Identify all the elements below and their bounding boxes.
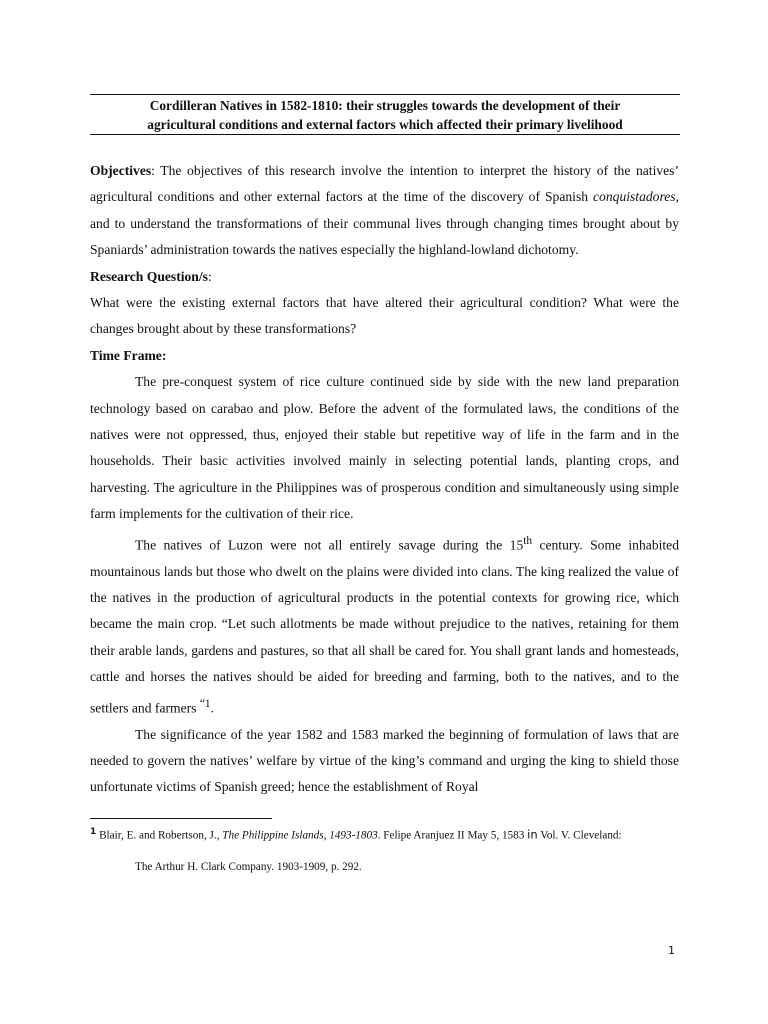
research-question-text: What were the existing external factors that have altered their agricultural condition? What were the changes brought about by these transformations? [90, 295, 679, 337]
title-line-1: Cordilleran Natives in 1582-1810: their struggles towards the development of their [149, 98, 621, 113]
footnote-text-a: Blair, E. and Robertson, J., [96, 829, 223, 842]
objectives-text-b: , and to understand the transformations of their communal lives through changing times brought about by Spaniards’ administration towards the natives especially the highland-lowland dichotomy. [90, 189, 679, 258]
timeframe-paragraph-3: The significance of the year 1582 and 1583 marked the beginning of formulation of laws that are needed to govern the natives’ welfare by virtue of the king’s command and urging the king to shield those unfortunate victims of Spanish greed; hence the establishment of Royal [90, 726, 679, 795]
research-colon: : [207, 268, 212, 284]
title-line-2: agricultural conditions and external factors which affected their primary livelihood [147, 116, 623, 132]
objectives-text-a: : The objectives of this research involve the intention to interpret the history of the natives’ agricultural conditions and other external factors at the time of the discovery of Spanish [90, 163, 679, 205]
page-number: 1 [668, 944, 675, 957]
footnote-in-word: in [527, 827, 538, 842]
footnote-publisher-line: The Arthur H. Clark Company. 1903-1909, p. 292. [135, 861, 362, 873]
timeframe-paragraph-1: The pre-conquest system of rice culture continued side by side with the new land preparation technology based on carabao and plow. Before the advent of the formulated laws, the conditions of the natives were not oppressed, thus, enjoyed their stable but repetitive way of life in the farm and in the households. Their basic activities involved mainly in selecting potential lands, planting crops, and harvesting. The agriculture in the Philippines was of prosperous condition and simultaneously using simple farm implements for the cultivation of their rice. [90, 374, 679, 522]
footnote [90, 825, 680, 843]
research-heading-line [90, 264, 679, 290]
timeframe-paragraph-2 [90, 528, 679, 722]
document-title [90, 97, 680, 134]
objectives-heading: Objectives [90, 163, 152, 178]
objectives-paragraph [90, 158, 679, 264]
para2-text-b: century. Some inhabited mountainous lands but those who dwelt on the plains were divided into clans. The king realized the value of the natives in the production of agricultural products in the potential contexts for growing rice, which became the main crop. “Let such allotments be made without prejudice to the natives, retaining for them their arable lands, gardens and pastures, so that all shall be cared for. You shall grant lands and homesteads, cattle and horses the natives should be aided for breeding and farming, both to the natives, and to the settlers and farmers [90, 537, 679, 716]
footnote-rule [90, 818, 272, 819]
timeframe-heading: Time Frame: [90, 347, 167, 363]
footnote-text-c: Vol. V. Cleveland: [537, 829, 622, 842]
title-top-rule [90, 94, 680, 95]
footnote-text-b: . Felipe Aranjuez II May 5, 1583 [377, 829, 528, 842]
para2-text-a: The natives of Luzon were not all entirely savage during the 15 [135, 537, 524, 553]
footnote-reference: “1 [199, 697, 211, 710]
para2-superscript: th [523, 534, 533, 547]
para2-end: . [210, 700, 214, 716]
title-bottom-rule [90, 134, 680, 135]
research-heading: Research Question/s [90, 268, 208, 284]
footnote-italic-title: The Philippine Islands, 1493-1803 [222, 829, 378, 842]
document-body [90, 158, 679, 801]
objectives-italic: conquistadores [593, 189, 676, 205]
footnote-number: 1 [90, 827, 97, 837]
